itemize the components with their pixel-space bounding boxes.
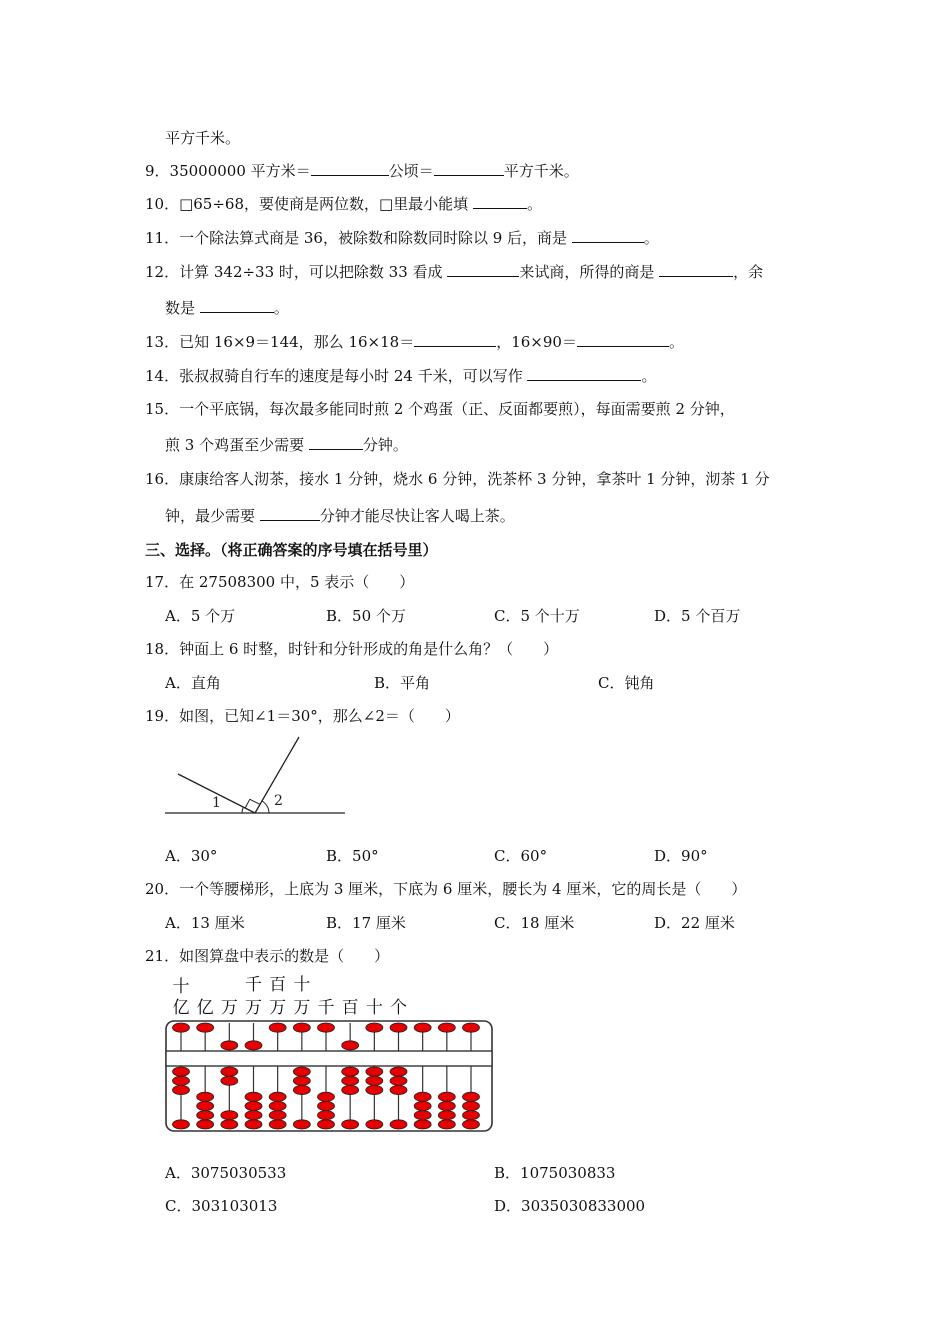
q11-text-a: 11．一个除法算式商是 36，被除数和除数同时除以 9 后，商是 bbox=[145, 229, 572, 247]
abacus-lower-bead bbox=[463, 1111, 480, 1120]
answer-blank[interactable] bbox=[659, 262, 733, 277]
abacus-lower-bead bbox=[318, 1120, 335, 1129]
q19-option-c[interactable]: C．60° bbox=[494, 847, 548, 865]
answer-blank[interactable] bbox=[311, 161, 389, 176]
abacus-lower-bead bbox=[366, 1076, 383, 1085]
q12-text-e: 。 bbox=[273, 299, 289, 317]
abacus-lower-bead bbox=[366, 1085, 383, 1094]
abacus-lower-bead bbox=[269, 1111, 286, 1120]
question-18: 18．钟面上 6 时整，时针和分针形成的角是什么角？（ ） bbox=[145, 640, 559, 658]
q11-text-b: 。 bbox=[643, 229, 659, 247]
q15-text-c: 分钟。 bbox=[362, 436, 408, 454]
abacus-lower-bead bbox=[438, 1092, 455, 1101]
abacus-lower-bead bbox=[197, 1111, 214, 1120]
abacus-place-label: 十 bbox=[172, 977, 190, 997]
abacus-lower-bead bbox=[414, 1111, 431, 1120]
question-15: 15．一个平底锅，每次最多能同时煎 2 个鸡蛋（正、反面都要煎），每面需要煎 2 分钟， bbox=[145, 400, 735, 418]
abacus-lower-bead bbox=[318, 1101, 335, 1110]
answer-blank[interactable] bbox=[414, 332, 496, 347]
q20-option-d[interactable]: D．22 厘米 bbox=[654, 914, 735, 932]
abacus-lower-bead bbox=[245, 1120, 262, 1129]
abacus-lower-bead bbox=[390, 1076, 407, 1085]
abacus-lower-bead bbox=[293, 1067, 310, 1076]
q17-option-c[interactable]: C．5 个十万 bbox=[494, 607, 580, 625]
q19-option-a[interactable]: A．30° bbox=[165, 847, 218, 865]
abacus-lower-bead bbox=[342, 1067, 359, 1076]
abacus-lower-bead bbox=[293, 1076, 310, 1085]
abacus-lower-bead bbox=[463, 1101, 480, 1110]
question-19: 19．如图，已知∠1＝30°，那么∠2＝（ ） bbox=[145, 707, 460, 725]
abacus-place-label: 千 bbox=[317, 998, 335, 1018]
abacus-lower-bead bbox=[221, 1111, 238, 1120]
abacus-lower-bead bbox=[342, 1120, 359, 1129]
abacus-lower-bead bbox=[221, 1067, 238, 1076]
question-15-line2 bbox=[165, 435, 408, 455]
q12-text-b: 来试商，所得的商是 bbox=[519, 263, 660, 281]
abacus-place-label: 百 bbox=[341, 998, 359, 1018]
q13-text-b: ，16×90＝ bbox=[496, 333, 577, 351]
abacus-lower-bead bbox=[173, 1076, 190, 1085]
q9-text-c: 平方千米。 bbox=[503, 162, 579, 180]
abacus-figure bbox=[160, 968, 505, 1136]
abacus-lower-bead bbox=[293, 1085, 310, 1094]
abacus-lower-bead bbox=[197, 1092, 214, 1101]
q10-text-b: 。 bbox=[526, 195, 542, 213]
question-13 bbox=[145, 332, 684, 352]
angle-1-arc bbox=[242, 807, 243, 813]
abacus-lower-bead bbox=[463, 1120, 480, 1129]
question-10 bbox=[145, 194, 542, 214]
abacus-place-label: 万 bbox=[293, 998, 311, 1018]
abacus-place-label: 十 bbox=[293, 975, 311, 995]
abacus-lower-bead bbox=[438, 1111, 455, 1120]
question-21: 21．如图算盘中表示的数是（ ） bbox=[145, 947, 390, 965]
q10-text-a: 10．□65÷68，要使商是两位数，□里最小能填 bbox=[145, 195, 473, 213]
abacus-upper-bead bbox=[414, 1023, 431, 1032]
question-20: 20．一个等腰梯形，上底为 3 厘米，下底为 6 厘米，腰长为 4 厘米，它的周长是（ ） bbox=[145, 880, 747, 898]
abacus-lower-bead bbox=[173, 1120, 190, 1129]
answer-blank[interactable] bbox=[309, 435, 363, 450]
abacus-upper-bead bbox=[221, 1041, 238, 1050]
question-12 bbox=[145, 262, 763, 282]
angle-2-arc bbox=[262, 801, 269, 813]
q8-continuation: 平方千米。 bbox=[165, 129, 241, 147]
question-12-line2 bbox=[165, 298, 289, 318]
question-16: 16．康康给客人沏茶，接水 1 分钟，烧水 6 分钟，洗茶杯 3 分钟，拿茶叶 1 分钟，沏茶 1 分 bbox=[145, 470, 770, 488]
answer-blank[interactable] bbox=[260, 506, 320, 521]
abacus-lower-bead bbox=[221, 1120, 238, 1129]
q12-text-c: ，余 bbox=[733, 263, 764, 281]
question-14 bbox=[145, 366, 657, 386]
q21-option-c[interactable]: C．303103013 bbox=[165, 1197, 278, 1215]
abacus-lower-bead bbox=[342, 1076, 359, 1085]
q21-option-a[interactable]: A．3075030533 bbox=[165, 1164, 287, 1182]
q15-text-b: 煎 3 个鸡蛋至少需要 bbox=[165, 436, 309, 454]
abacus-lower-bead bbox=[390, 1067, 407, 1076]
abacus-lower-bead bbox=[173, 1085, 190, 1094]
abacus-lower-bead bbox=[221, 1076, 238, 1085]
q21-option-d[interactable]: D．3035030833000 bbox=[494, 1197, 646, 1215]
question-11 bbox=[145, 228, 659, 248]
q18-option-c[interactable]: C．钝角 bbox=[598, 674, 655, 692]
abacus-upper-bead bbox=[438, 1023, 455, 1032]
angle-1-label: 1 bbox=[212, 795, 221, 811]
q12-text-a: 12．计算 342÷33 时，可以把除数 33 看成 bbox=[145, 263, 448, 281]
q16-text-c: 分钟才能尽快让客人喝上茶。 bbox=[319, 507, 515, 525]
abacus-lower-bead bbox=[463, 1092, 480, 1101]
abacus-place-label: 千 bbox=[245, 975, 262, 995]
abacus-place-label: 百 bbox=[269, 975, 287, 995]
q9-text-a: 9．35000000 平方米＝ bbox=[145, 162, 311, 180]
answer-blank[interactable] bbox=[527, 366, 641, 381]
abacus-lower-bead bbox=[414, 1092, 431, 1101]
abacus-lower-bead bbox=[197, 1101, 214, 1110]
q14-text-a: 14．张叔叔骑自行车的速度是每小时 24 千米，可以写作 bbox=[145, 367, 528, 385]
abacus-place-label: 万 bbox=[245, 998, 262, 1018]
abacus-place-label: 万 bbox=[220, 998, 238, 1018]
answer-blank[interactable] bbox=[473, 194, 527, 209]
q13-text-a: 13．已知 16×9＝144，那么 16×18＝ bbox=[145, 333, 415, 351]
abacus-upper-bead bbox=[463, 1023, 480, 1032]
abacus-place-label: 亿 bbox=[172, 998, 190, 1018]
abacus-upper-bead bbox=[269, 1023, 286, 1032]
abacus-lower-bead bbox=[438, 1120, 455, 1129]
answer-blank[interactable] bbox=[434, 161, 504, 176]
abacus-place-label: 万 bbox=[269, 998, 287, 1018]
q9-text-b: 公顷＝ bbox=[388, 162, 434, 180]
answer-blank[interactable] bbox=[572, 228, 644, 243]
abacus-lower-bead bbox=[390, 1085, 407, 1094]
angle-figure bbox=[160, 730, 360, 825]
q20-option-a[interactable]: A．13 厘米 bbox=[165, 914, 245, 932]
abacus-lower-bead bbox=[293, 1120, 310, 1129]
angle-2-label: 2 bbox=[274, 793, 283, 809]
question-17: 17．在 27508300 中，5 表示（ ） bbox=[145, 573, 415, 591]
abacus-lower-bead bbox=[245, 1111, 262, 1120]
q20-option-b[interactable]: B．17 厘米 bbox=[326, 914, 406, 932]
abacus-place-label: 十 bbox=[365, 998, 383, 1018]
abacus-lower-bead bbox=[438, 1101, 455, 1110]
abacus-lower-bead bbox=[245, 1101, 262, 1110]
abacus-lower-bead bbox=[390, 1120, 407, 1129]
abacus-lower-bead bbox=[318, 1092, 335, 1101]
abacus-lower-bead bbox=[197, 1120, 214, 1129]
abacus-upper-bead bbox=[197, 1023, 214, 1032]
abacus-lower-bead bbox=[366, 1120, 383, 1129]
question-16-line2 bbox=[165, 506, 515, 526]
q19-option-b[interactable]: B．50° bbox=[326, 847, 379, 865]
abacus-lower-bead bbox=[366, 1067, 383, 1076]
abacus-upper-bead bbox=[366, 1023, 383, 1032]
q20-option-c[interactable]: C．18 厘米 bbox=[494, 914, 575, 932]
question-9 bbox=[145, 161, 579, 181]
abacus-upper-bead bbox=[173, 1023, 190, 1032]
abacus-upper-bead bbox=[318, 1023, 335, 1032]
q18-option-b[interactable]: B．平角 bbox=[374, 674, 431, 692]
answer-blank[interactable] bbox=[200, 298, 274, 313]
abacus-place-label: 个 bbox=[390, 998, 407, 1018]
abacus-lower-bead bbox=[342, 1085, 359, 1094]
abacus-lower-bead bbox=[318, 1111, 335, 1120]
q12-text-d: 数是 bbox=[165, 299, 200, 317]
q16-text-b: 钟，最少需要 bbox=[165, 507, 260, 525]
answer-blank[interactable] bbox=[447, 262, 519, 277]
section-3-heading: 三、选择。（将正确答案的序号填在括号里） bbox=[145, 541, 438, 559]
right-angle-mark bbox=[245, 799, 259, 808]
q17-option-b[interactable]: B．50 个万 bbox=[326, 607, 406, 625]
abacus-beam bbox=[166, 1051, 492, 1066]
q13-text-c: 。 bbox=[668, 333, 684, 351]
abacus-upper-bead bbox=[390, 1023, 407, 1032]
q18-option-a[interactable]: A．直角 bbox=[165, 674, 221, 692]
abacus-lower-bead bbox=[269, 1101, 286, 1110]
q19-option-d[interactable]: D．90° bbox=[654, 847, 708, 865]
q17-option-d[interactable]: D．5 个百万 bbox=[654, 607, 741, 625]
answer-blank[interactable] bbox=[577, 332, 669, 347]
abacus-upper-bead bbox=[342, 1041, 359, 1050]
abacus-lower-bead bbox=[414, 1101, 431, 1110]
q17-option-a[interactable]: A．5 个万 bbox=[165, 607, 236, 625]
q14-text-b: 。 bbox=[641, 367, 657, 385]
abacus-lower-bead bbox=[414, 1120, 431, 1129]
abacus-lower-bead bbox=[269, 1120, 286, 1129]
abacus-upper-bead bbox=[245, 1041, 262, 1050]
q21-option-b[interactable]: B．1075030833 bbox=[494, 1164, 616, 1182]
abacus-upper-bead bbox=[293, 1023, 310, 1032]
abacus-lower-bead bbox=[173, 1067, 190, 1076]
abacus-lower-bead bbox=[269, 1092, 286, 1101]
abacus-lower-bead bbox=[245, 1092, 262, 1101]
abacus-place-label: 亿 bbox=[196, 998, 214, 1018]
